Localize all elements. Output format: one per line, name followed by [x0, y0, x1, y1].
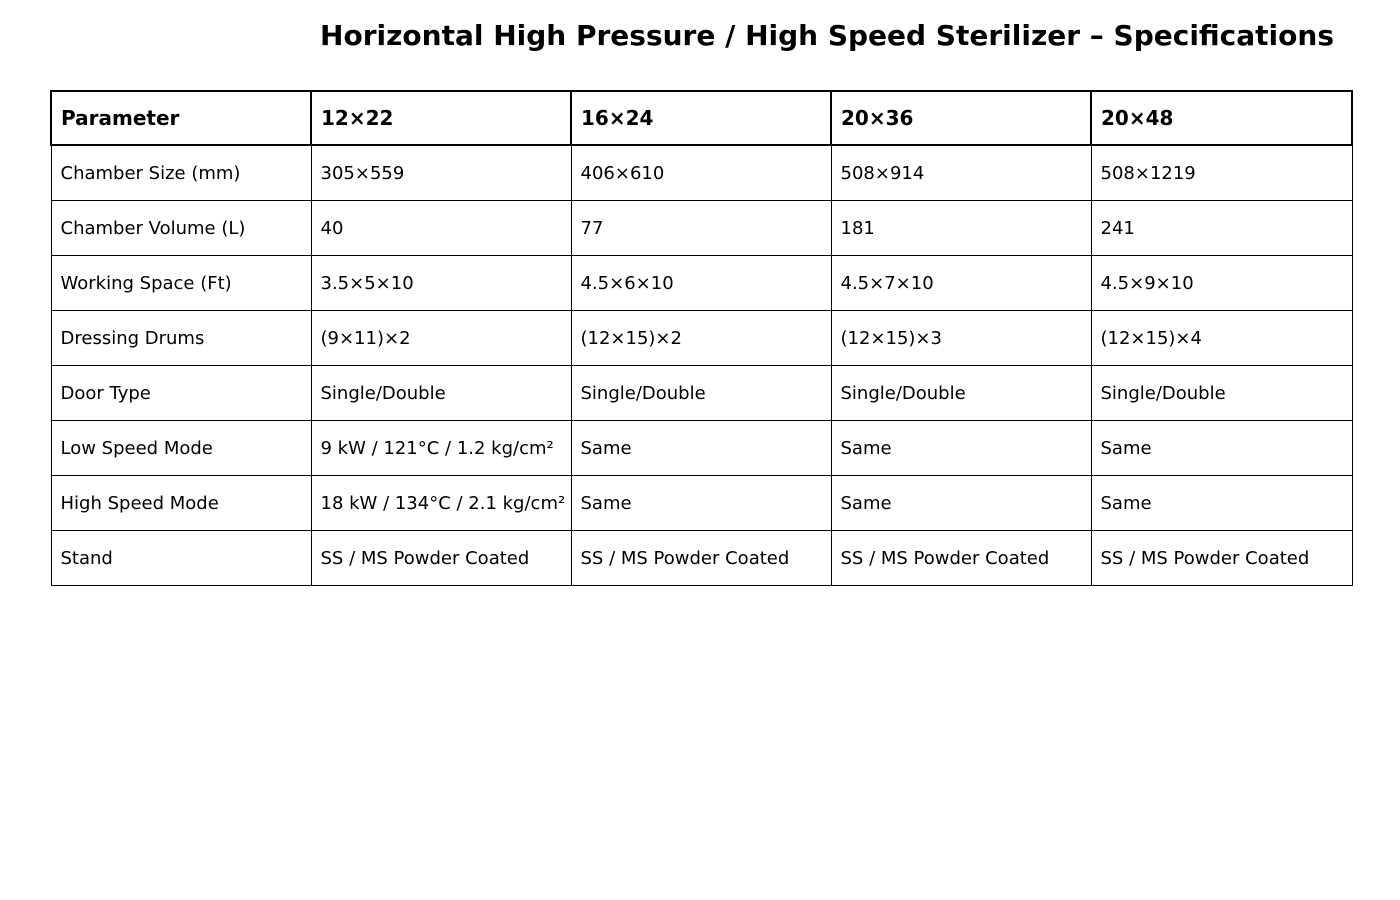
table-cell: Same — [831, 476, 1091, 531]
table-cell: (12×15)×4 — [1091, 311, 1352, 366]
table-cell: 406×610 — [571, 145, 831, 201]
table-row — [51, 256, 1352, 311]
table-cell: Same — [1091, 476, 1352, 531]
table-cell: Single/Double — [1091, 366, 1352, 421]
table-cell: 18 kW / 134°C / 2.1 kg/cm² — [311, 476, 571, 531]
header-model-20x48: 20×48 — [1091, 91, 1352, 145]
row-label: Chamber Volume (L) — [51, 201, 311, 256]
table-row — [51, 311, 1352, 366]
row-label: Stand — [51, 531, 311, 586]
table-cell: 9 kW / 121°C / 1.2 kg/cm² — [311, 421, 571, 476]
table-cell: SS / MS Powder Coated — [1091, 531, 1352, 586]
table-cell: Same — [571, 476, 831, 531]
table-cell: (12×15)×3 — [831, 311, 1091, 366]
table-cell: (12×15)×2 — [571, 311, 831, 366]
header-model-20x36: 20×36 — [831, 91, 1091, 145]
table-cell: Same — [1091, 421, 1352, 476]
table-cell: SS / MS Powder Coated — [831, 531, 1091, 586]
table-cell: 40 — [311, 201, 571, 256]
header-model-12x22: 12×22 — [311, 91, 571, 145]
table-cell: 3.5×5×10 — [311, 256, 571, 311]
table-row — [51, 366, 1352, 421]
table-cell: Same — [831, 421, 1091, 476]
table-cell: 4.5×7×10 — [831, 256, 1091, 311]
row-label: Low Speed Mode — [51, 421, 311, 476]
row-label: High Speed Mode — [51, 476, 311, 531]
table-cell: 241 — [1091, 201, 1352, 256]
table-cell: 305×559 — [311, 145, 571, 201]
table-cell: 508×1219 — [1091, 145, 1352, 201]
header-model-16x24: 16×24 — [571, 91, 831, 145]
row-label: Working Space (Ft) — [51, 256, 311, 311]
table-cell: Single/Double — [311, 366, 571, 421]
table-cell: Same — [571, 421, 831, 476]
table-row — [51, 531, 1352, 586]
table-cell: SS / MS Powder Coated — [311, 531, 571, 586]
row-label: Chamber Size (mm) — [51, 145, 311, 201]
table-cell: 4.5×6×10 — [571, 256, 831, 311]
table-row — [51, 145, 1352, 201]
table-cell: (9×11)×2 — [311, 311, 571, 366]
table-cell: 77 — [571, 201, 831, 256]
table-cell: 4.5×9×10 — [1091, 256, 1352, 311]
table-cell: SS / MS Powder Coated — [571, 531, 831, 586]
table-cell: Single/Double — [571, 366, 831, 421]
table-cell: Single/Double — [831, 366, 1091, 421]
table-header-row — [51, 91, 1352, 145]
table-row — [51, 201, 1352, 256]
table-cell: 508×914 — [831, 145, 1091, 201]
specifications-table — [50, 90, 1353, 586]
header-parameter: Parameter — [51, 91, 311, 145]
table-row — [51, 476, 1352, 531]
page-title: Horizontal High Pressure / High Speed Sterilizer – Specifications — [320, 19, 1334, 52]
table-row — [51, 421, 1352, 476]
row-label: Dressing Drums — [51, 311, 311, 366]
row-label: Door Type — [51, 366, 311, 421]
table-cell: 181 — [831, 201, 1091, 256]
